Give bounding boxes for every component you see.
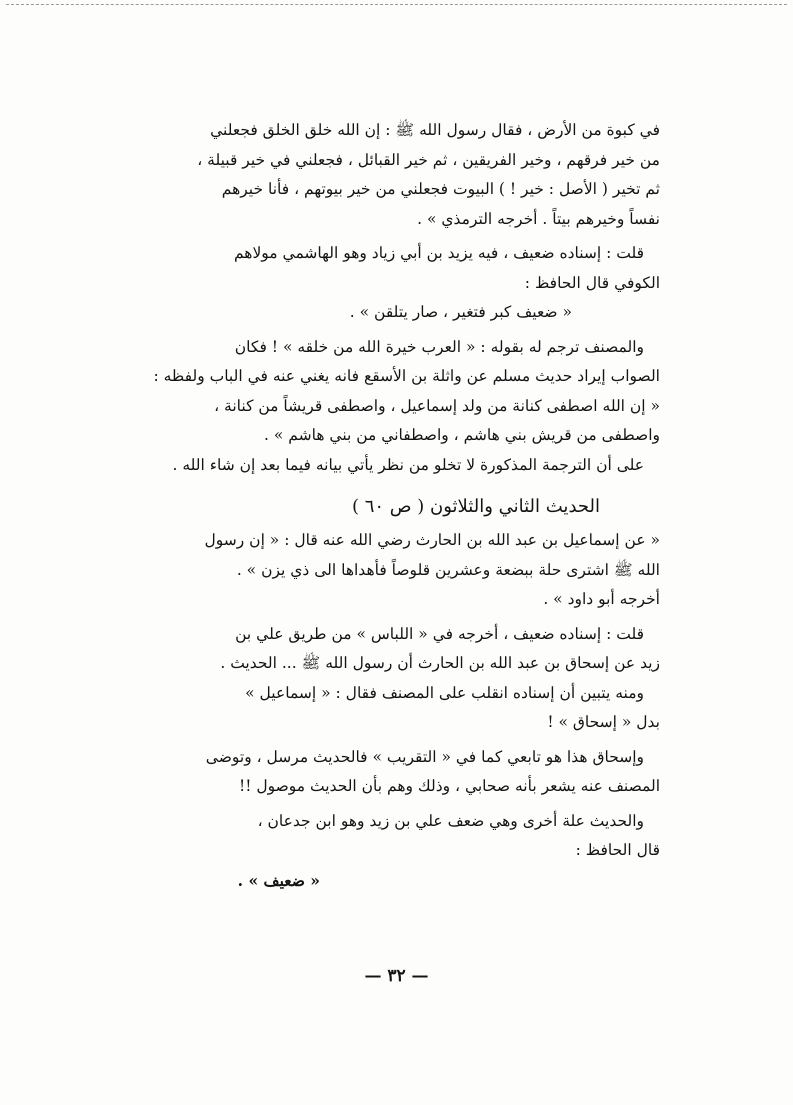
text-line-5: قلت : إسناده ضعيف ، فيه يزيد بن أبي زياد وهو الهاشمي مولاهم [233, 244, 644, 262]
text-line-6: الكوفي قال الحافظ : [524, 273, 660, 292]
text-line-7: « ضعيف كبر فتغير ، صار يتلقن » . [349, 303, 572, 321]
page-body [128, 116, 660, 895]
text-line-21: المصنف عنه يشعر بأنه صحابي ، وذلك وهم بأن الحديث موصول !! [238, 777, 660, 795]
text-line-2: من خير فرقهم ، وخير الفريقين ، ثم خير القبائل ، فجعلني في خير قبيلة ، [197, 150, 660, 169]
text-line-11: واصطفى من قريش بني هاشم ، واصطفاني من بني هاشم » . [264, 426, 660, 444]
text-line-13: « عن إسماعيل بن عبد الله بن الحارث رضي الله عنه قال : « إن رسول [204, 531, 660, 549]
section-heading: الحديث الثاني والثلاثون ( ص ٦٠ ) [351, 496, 600, 517]
text-line-18: ومنه يتبين أن إسناده انقلب على المصنف فقال : « إسماعيل » [245, 683, 644, 702]
text-line-15: أخرجه أبو داود » . [543, 590, 660, 608]
text-line-23: قال الحافظ : [575, 841, 660, 859]
text-line-22: والحديث علة أخرى وهي ضعف علي بن زيد وهو ابن جدعان ، [257, 811, 644, 830]
text-line-19: بدل « إسحاق » ! [547, 713, 660, 731]
text-line-9: الصواب إيراد حديث مسلم عن واثلة بن الأسقع فانه يغني عنه في الباب ولفظه : [153, 367, 660, 385]
text-line-10: « إن الله اصطفى كنانة من ولد إسماعيل ، واصطفى قريشاً من كنانة ، [214, 396, 660, 415]
text-line-1: في كبوة من الأرض ، فقال رسول الله ﷺ : إن الله خلق الخلق فجعلني [210, 121, 660, 139]
text-line-4: نفساً وخيرهم بيتاً . أخرجه الترمذي » . [417, 209, 660, 228]
text-line-8: والمصنف ترجم له بقوله : « العرب خيرة الله من خلقه » ! فكان [234, 337, 644, 356]
text-line-20: وإسحاق هذا هو تابعي كما في « التقريب » فالحديث مرسل ، وتوضى [205, 747, 644, 766]
page-number: — ٣٢ — [364, 966, 429, 986]
text-line-17: زيد عن إسحاق بن عبد الله بن الحارث أن رسول الله ﷺ ... الحديث . [220, 654, 660, 672]
text-line-24: « ضعيف » . [237, 870, 320, 890]
text-line-3: ثم تخير ( الأصل : خير ! ) البيوت فجعلني من خير بيوتهم ، فأنا خيرهم [221, 180, 660, 198]
top-edge-rule [6, 4, 787, 5]
text-line-12: على أن الترجمة المذكورة لا تخلو من نظر يأتي بيانه فيما بعد إن شاء الله . [172, 455, 644, 474]
text-line-14: الله ﷺ اشترى حلة ببضعة وعشرين قلوصاً فأهداها الى ذي يزن » . [236, 560, 660, 579]
text-line-16: قلت : إسناده ضعيف ، أخرجه في « اللباس » من طريق علي بن [235, 624, 644, 643]
